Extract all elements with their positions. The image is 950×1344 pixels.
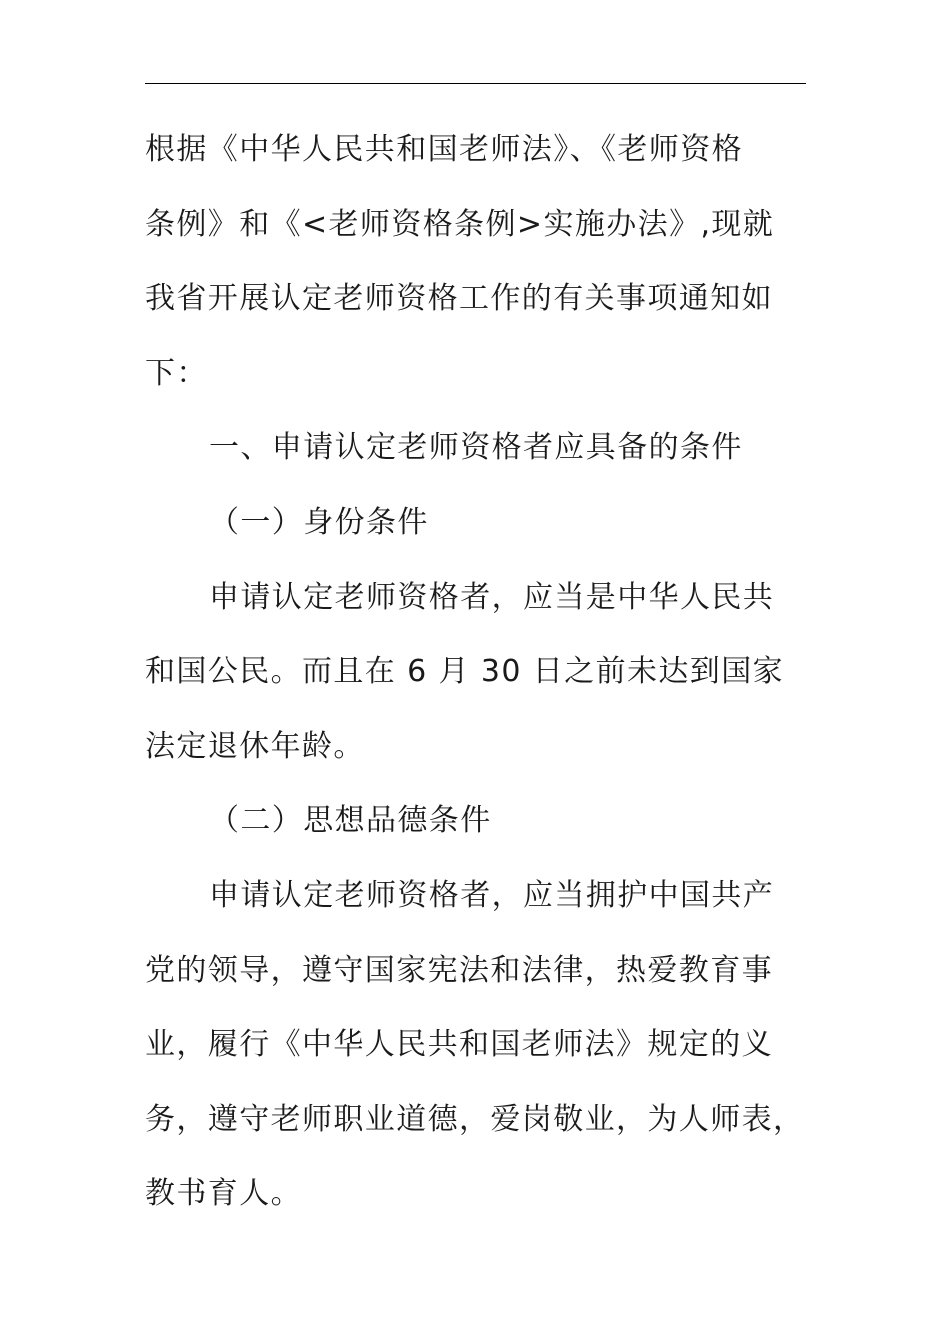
- subsection-heading-morality: [145, 784, 810, 859]
- morality-line-2: 党的领导，遵守国家宪法和法律，热爱教育事: [145, 952, 773, 988]
- intro-paragraph: [145, 113, 810, 411]
- document-body: [145, 113, 810, 1232]
- identity-line-2: 和国公民。而且在 6 月 30 日之前未达到国家: [145, 654, 785, 690]
- subsection-heading-identity: [145, 486, 810, 561]
- subsection-heading-morality-text: （二）思想品德条件: [209, 803, 492, 839]
- subsection-heading-identity-text: （一）身份条件: [209, 504, 429, 540]
- intro-line-1: 根据《中华人民共和国老师法》、《老师资格: [145, 132, 743, 167]
- section-heading-conditions-text: 一、申请认定老师资格者应具备的条件: [209, 430, 743, 466]
- morality-line-1: 申请认定老师资格者，应当拥护中国共产: [209, 877, 775, 913]
- intro-line-4: 下：: [145, 355, 208, 391]
- morality-paragraph: [145, 859, 810, 1232]
- intro-line-2: 条例》和《<老师资格条例>实施办法》,现就: [145, 206, 775, 242]
- morality-line-5: 教书育人。: [145, 1176, 302, 1212]
- identity-paragraph: [145, 561, 810, 785]
- morality-line-3: 业，履行《中华人民共和国老师法》规定的义: [145, 1027, 773, 1063]
- section-heading-conditions: [145, 411, 810, 486]
- morality-line-4: 务，遵守老师职业道德，爱岗敬业，为人师表，: [145, 1101, 805, 1137]
- header-rule: [145, 83, 806, 84]
- intro-line-3: 我省开展认定老师资格工作的有关事项通知如: [145, 281, 773, 317]
- identity-line-3: 法定退休年龄。: [145, 728, 365, 764]
- identity-line-1: 申请认定老师资格者，应当是中华人民共: [209, 579, 775, 615]
